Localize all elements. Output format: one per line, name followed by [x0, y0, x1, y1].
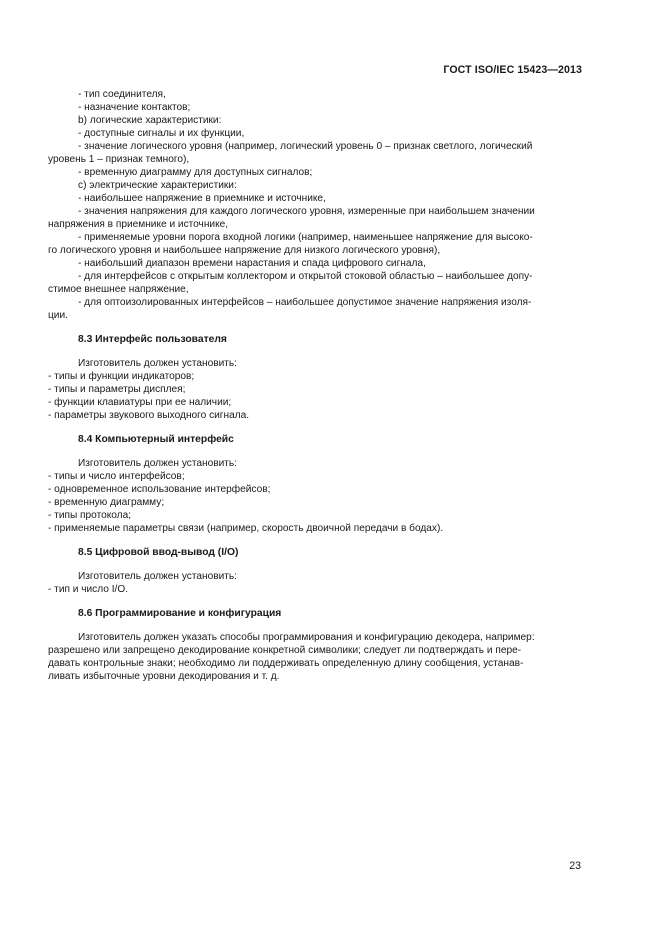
list-item-continuation: напряжения в приемнике и источнике,: [48, 219, 229, 230]
paragraph-line: разрешено или запрещено декодирование конкретной символики; следует ли подтверждать и пере-: [48, 645, 522, 656]
list-item-continuation: уровень 1 – признак темного),: [48, 154, 190, 165]
list-item-continuation: ции.: [48, 310, 68, 321]
list-item: - доступные сигналы и их функции,: [78, 128, 245, 139]
list-item: - временную диаграмму;: [48, 497, 165, 508]
page-number: 23: [569, 860, 581, 872]
document-header: ГОСТ ISO/IEC 15423—2013: [443, 64, 582, 76]
section-heading-8-5: 8.5 Цифровой ввод-вывод (I/O): [78, 547, 239, 558]
section-intro: Изготовитель должен установить:: [78, 571, 237, 582]
list-item: - временную диаграмму для доступных сигналов;: [78, 167, 313, 178]
list-item: - наибольший диапазон времени нарастания и спада цифрового сигнала,: [78, 258, 426, 269]
list-item: - для оптоизолированных интерфейсов – наибольшее допустимое значение напряжения изоля-: [78, 297, 532, 308]
list-item: - одновременное использование интерфейсов;: [48, 484, 271, 495]
list-item: - значения напряжения для каждого логического уровня, измеренные при наибольшем значении: [78, 206, 535, 217]
list-item: - значение логического уровня (например, логический уровень 0 – признак светлого, логический: [78, 141, 533, 152]
section-heading-8-4: 8.4 Компьютерный интерфейс: [78, 434, 234, 445]
list-item: - применяемые параметры связи (например, скорость двоичной передачи в бодах).: [48, 523, 444, 534]
section-intro: Изготовитель должен установить:: [78, 458, 237, 469]
list-item: b) логические характеристики:: [78, 115, 222, 126]
list-item: - типы и параметры дисплея;: [48, 384, 186, 395]
list-item: - для интерфейсов с открытым коллектором и открытой стоковой областью – наибольшее допу-: [78, 271, 533, 282]
section-heading-8-6: 8.6 Программирование и конфигурация: [78, 608, 282, 619]
list-item: - тип и число I/O.: [48, 584, 129, 595]
list-item: - наибольшее напряжение в приемнике и источнике,: [78, 193, 326, 204]
paragraph-line: ливать избыточные уровни декодирования и т. д.: [48, 671, 280, 682]
list-item: - типы протокола;: [48, 510, 132, 521]
paragraph-line: давать контрольные знаки; необходимо ли поддерживать определенную длину сообщения, устанав-: [48, 658, 524, 669]
list-item: - тип соединителя,: [78, 89, 166, 100]
list-item: - применяемые уровни порога входной логики (например, наименьшее напряжение для высоко-: [78, 232, 533, 243]
page-body: [48, 88, 582, 683]
list-item-continuation: го логического уровня и наибольшее напряжение для низкого логического уровня),: [48, 245, 441, 256]
list-item: - назначение контактов;: [78, 102, 191, 113]
list-item: - типы и функции индикаторов;: [48, 371, 195, 382]
list-item: - функции клавиатуры при ее наличии;: [48, 397, 232, 408]
list-item-continuation: стимое внешнее напряжение,: [48, 284, 189, 295]
section-heading-8-3: 8.3 Интерфейс пользователя: [78, 334, 227, 345]
list-item: - типы и число интерфейсов;: [48, 471, 185, 482]
list-item: c) электрические характеристики:: [78, 180, 237, 191]
section-intro: Изготовитель должен установить:: [78, 358, 237, 369]
paragraph-line: Изготовитель должен указать способы программирования и конфигурацию декодера, например:: [78, 632, 535, 643]
list-item: - параметры звукового выходного сигнала.: [48, 410, 250, 421]
